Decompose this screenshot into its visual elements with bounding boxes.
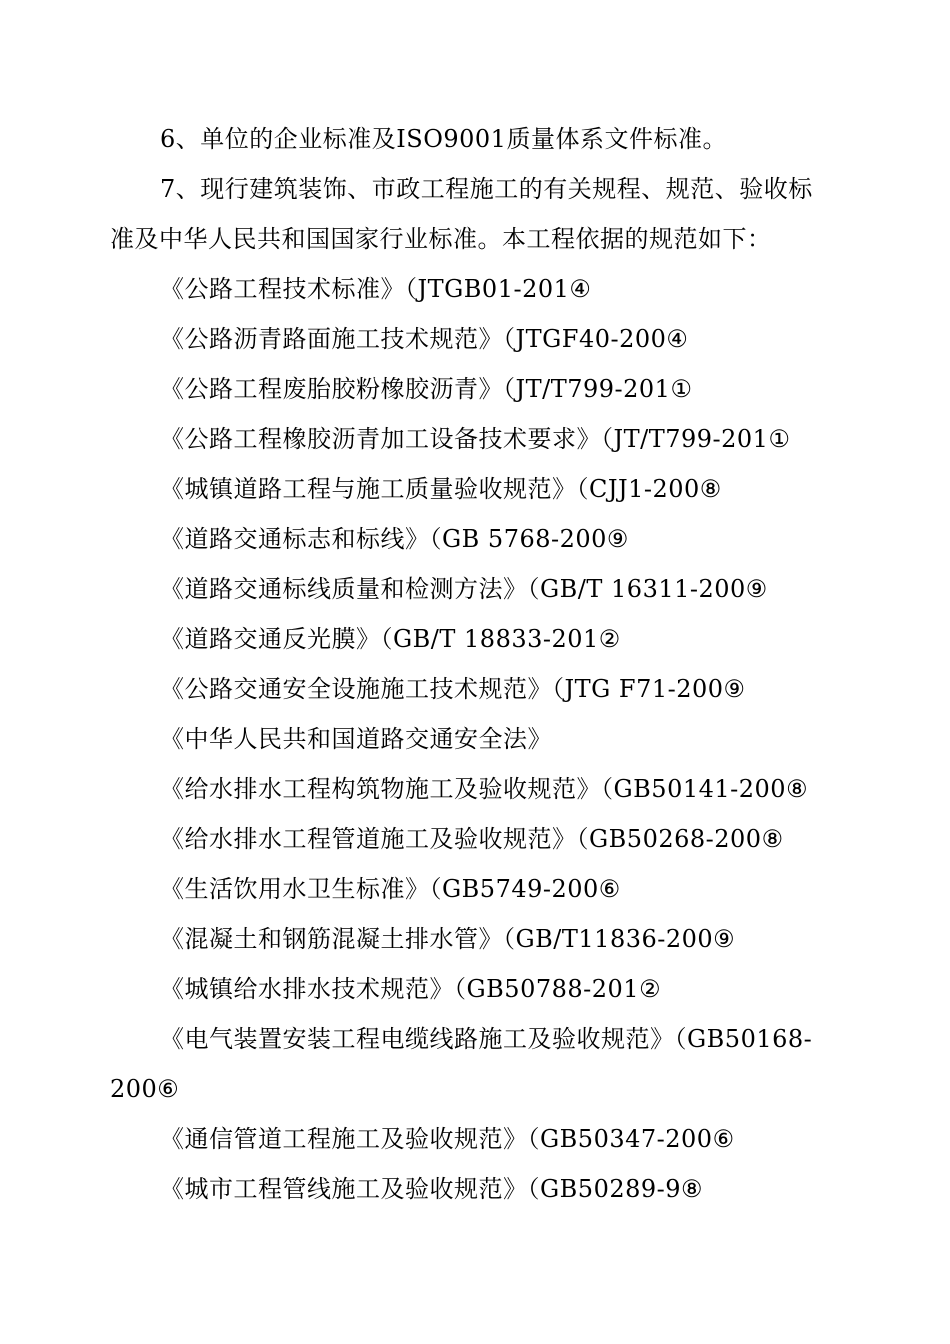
standard-item: 《公路工程废胎胶粉橡胶沥青》（JT/T799-201① [160,375,693,403]
standard-item: 《通信管道工程施工及验收规范》（GB50347-200⑥ [160,1125,735,1153]
standard-item: 《公路沥青路面施工技术规范》（JTGF40-200④ [160,325,689,353]
standard-item: 《城镇给水排水技术规范》（GB50788-201② [160,975,662,1003]
paragraph-item-7-line-1: 7、现行建筑装饰、市政工程施工的有关规程、规范、验收标 [160,175,813,203]
standard-item: 《城镇道路工程与施工质量验收规范》（CJJ1-200⑧ [160,475,722,503]
standard-item: 《给水排水工程管道施工及验收规范》（GB50268-200⑧ [160,825,784,853]
standard-item: 《公路工程橡胶沥青加工设备技术要求》（JT/T799-201① [160,425,791,453]
standard-item: 《道路交通反光膜》（GB/T 18833-201② [160,625,621,653]
standard-item: 《给水排水工程构筑物施工及验收规范》（GB50141-200⑧ [160,775,809,803]
standard-item: 《道路交通标志和标线》（GB 5768-200⑨ [160,525,629,553]
standard-item-continuation: 200⑥ [110,1075,180,1103]
standard-item: 《中华人民共和国道路交通安全法》 [160,725,552,753]
standard-item: 《道路交通标线质量和检测方法》（GB/T 16311-200⑨ [160,575,768,603]
paragraph-item-6: 6、单位的企业标准及ISO9001质量体系文件标准。 [160,125,727,153]
standard-item: 《生活饮用水卫生标准》（GB5749-200⑥ [160,875,621,903]
standard-item: 《公路交通安全设施施工技术规范》（JTG F71-200⑨ [160,675,746,703]
standard-item: 《电气装置安装工程电缆线路施工及验收规范》（GB50168- [160,1025,813,1053]
standard-item: 《公路工程技术标准》（JTGB01-201④ [160,275,592,303]
standard-item: 《混凝土和钢筋混凝土排水管》（GB/T11836-200⑨ [160,925,736,953]
paragraph-item-7-line-2: 准及中华人民共和国国家行业标准。本工程依据的规范如下： [110,225,772,253]
standard-item: 《城市工程管线施工及验收规范》（GB50289-9⑧ [160,1175,704,1203]
